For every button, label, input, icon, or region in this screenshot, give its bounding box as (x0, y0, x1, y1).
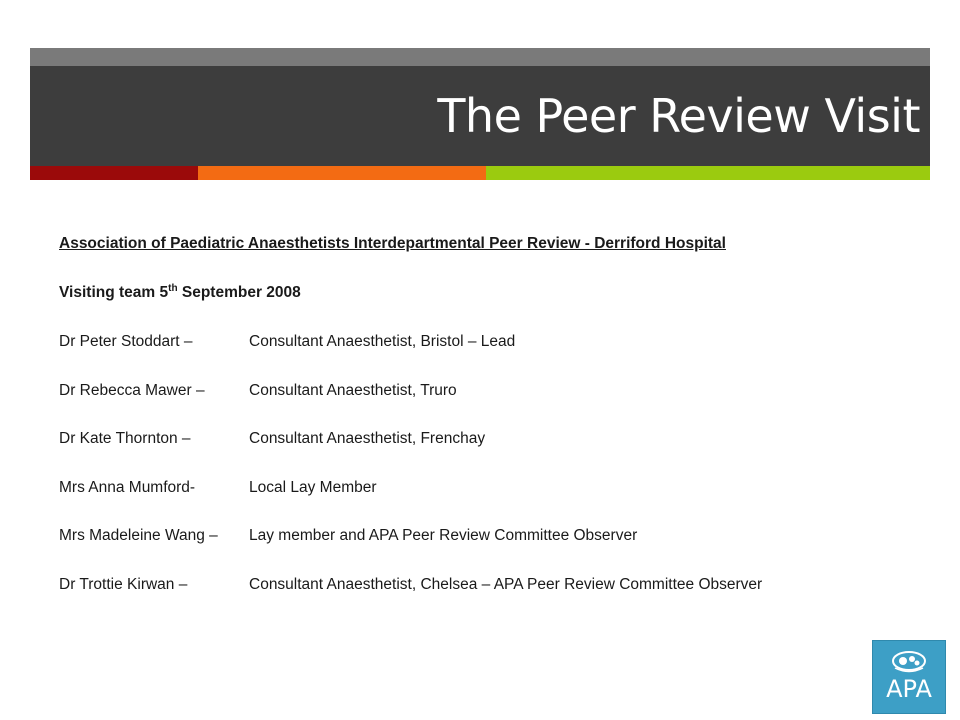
member-row (59, 476, 909, 500)
title-top-strip (30, 48, 930, 66)
member-name: Mrs Madeleine Wang – (59, 527, 218, 544)
member-role: Consultant Anaesthetist, Frenchay (249, 430, 486, 447)
slide-title: The Peer Review Visit (437, 89, 920, 143)
member-role: Consultant Anaesthetist, Chelsea – APA Peer Review Committee Observer (249, 575, 763, 593)
review-heading: Association of Paediatric Anaesthetists Interdepartmental Peer Review - Derriford Hospital (59, 235, 726, 252)
member-role: Consultant Anaesthetist, Bristol – Lead (249, 333, 516, 350)
member-role: Lay member and APA Peer Review Committee Observer (249, 527, 638, 544)
member-name: Dr Peter Stoddart – (59, 333, 193, 350)
accent-orange (198, 166, 486, 180)
title-bar (30, 66, 930, 166)
team-prefix: Visiting team 5 (59, 284, 169, 301)
visiting-team-line (59, 281, 909, 305)
member-name: Dr Trottie Kirwan – (59, 575, 188, 593)
team-suffix: September 2008 (177, 284, 301, 301)
member-name: Dr Kate Thornton – (59, 430, 191, 447)
accent-red (30, 166, 198, 180)
slide-content (59, 232, 909, 597)
member-role: Local Lay Member (249, 478, 377, 496)
member-role: Consultant Anaesthetist, Truro (249, 381, 457, 399)
accent-green (486, 166, 930, 180)
member-row (59, 379, 909, 403)
member-row (59, 427, 909, 451)
apa-logo (872, 640, 946, 714)
apa-emblem-icon (890, 649, 928, 673)
member-name: Dr Rebecca Mawer – (59, 381, 205, 399)
member-row (59, 330, 909, 354)
member-row (59, 573, 909, 597)
member-row (59, 524, 909, 548)
member-name: Mrs Anna Mumford- (59, 478, 196, 496)
team-superscript: th (168, 282, 178, 294)
accent-stripe (30, 166, 930, 180)
apa-logo-text: APA (886, 675, 932, 703)
